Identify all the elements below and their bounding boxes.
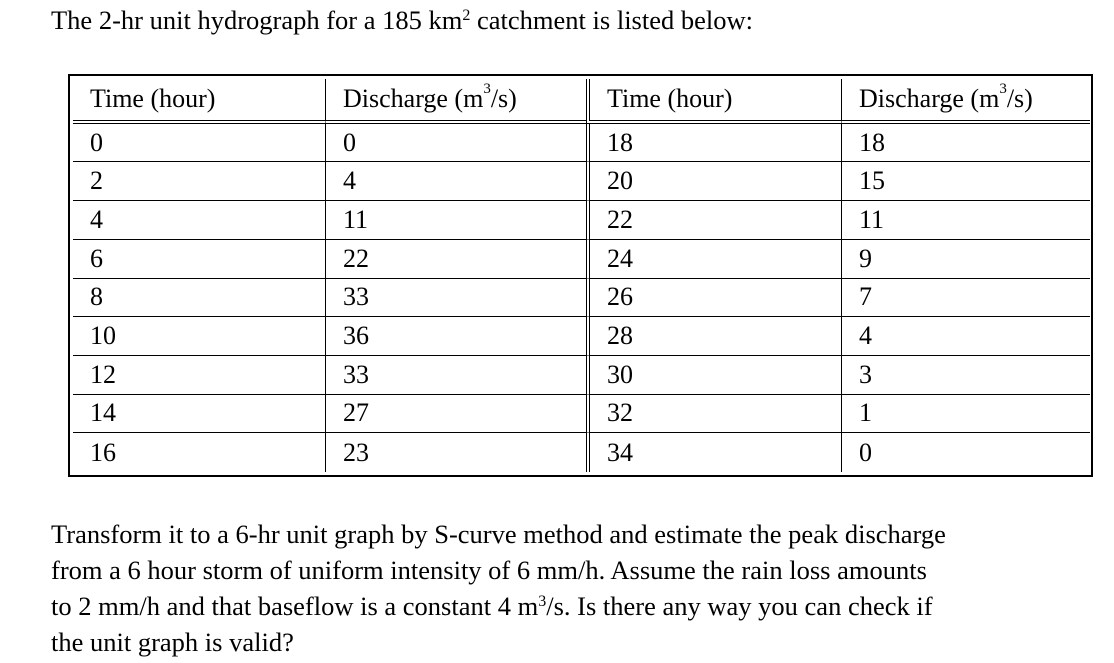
discharge-cell: 27 [325,395,586,434]
intro-suffix: catchment is listed below: [470,5,753,35]
time-cell: 14 [73,395,325,434]
discharge-cell: 7 [841,279,1090,318]
hydrograph-table-frame [68,74,1093,477]
discharge-cell: 36 [325,317,586,356]
question-line-1: Transform it to a 6-hr unit graph by S-curve method and estimate the peak discharge [51,519,946,549]
table-row [73,240,1090,279]
time-cell: 24 [586,240,841,279]
time-cell: 18 [586,124,841,163]
time-cell: 2 [73,162,325,201]
discharge-cell: 18 [841,124,1090,163]
table-row [73,317,1090,356]
discharge-cell: 11 [841,201,1090,240]
time-cell: 12 [73,356,325,395]
discharge-cell: 23 [325,433,586,472]
time-cell: 8 [73,279,325,318]
discharge-cell: 3 [841,356,1090,395]
time-cell: 16 [90,437,116,467]
discharge-cell: 0 [841,433,1090,472]
table-row [73,356,1090,395]
header-discharge-2: Discharge $(m^3/s)$ [841,79,1090,124]
hydrograph-table [73,79,1090,472]
table-row [73,279,1090,318]
question-line-3: to 2 mm/h and that baseflow is a constant 4 $m^3/s$. Is there any way you can check if [51,591,933,621]
intro-text [51,4,753,36]
time-cell: 22 [586,201,841,240]
time-cell: 20 [586,162,841,201]
discharge-cell: 1 [841,395,1090,434]
time-cell: 4 [73,201,325,240]
header-time-2: Time (hour) [586,79,841,124]
discharge-cell: 4 [325,162,586,201]
header-discharge-1: Discharge $(m^3/s)$ [325,79,586,124]
question-line-2: from a 6 hour storm of uniform intensity of 6 mm/h. Assume the rain loss amounts [51,555,927,585]
discharge-cell: 0 [325,124,586,163]
discharge-cell: 4 [841,317,1090,356]
discharge-cell: 11 [325,201,586,240]
table-body [73,124,1090,472]
discharge-cell: 33 [325,279,586,318]
discharge-cell: 33 [325,356,586,395]
table-header-row [73,79,1090,124]
time-cell: 6 [73,240,325,279]
table-row [73,395,1090,434]
discharge-cell: 9 [841,240,1090,279]
time-cell: 30 [586,356,841,395]
time-cell: 26 [586,279,841,318]
time-cell: 0 [73,124,325,163]
question-text [51,516,1101,660]
time-cell: 10 [73,317,325,356]
question-line-4: the unit graph is valid? [51,627,294,657]
table-row [73,201,1090,240]
intro-prefix: The 2-hr unit hydrograph for a 185 km [51,5,463,35]
header-time-1: Time (hour) [73,79,325,124]
discharge-cell: 22 [325,240,586,279]
table-row [73,124,1090,163]
time-cell: 28 [586,317,841,356]
table-row [73,162,1090,201]
time-cell: 34 [586,433,841,472]
intro-superscript: 2 [462,7,471,24]
discharge-cell: 15 [841,162,1090,201]
time-cell: 32 [586,395,841,434]
table-row [73,433,1090,472]
